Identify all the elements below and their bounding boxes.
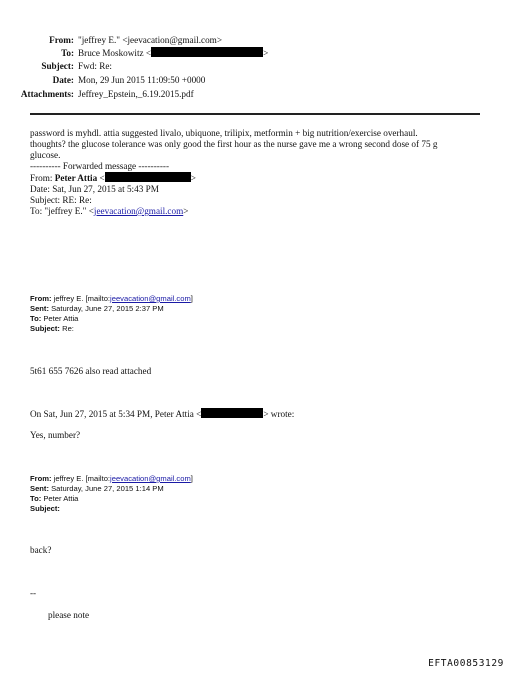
quote-attribution bbox=[30, 408, 294, 420]
msg1-from-close: ] bbox=[190, 294, 193, 303]
forwarded-subject: Subject: RE: Re: bbox=[30, 195, 92, 205]
msg2-from-close: ] bbox=[190, 474, 193, 483]
quote-text: Yes, number? bbox=[30, 430, 81, 440]
header-attachments-label: Attachments: bbox=[20, 89, 74, 99]
forwarded-from-close: > bbox=[190, 173, 196, 183]
msg2-from-label: From: bbox=[30, 474, 52, 483]
msg2-to-value: Peter Attia bbox=[41, 494, 79, 503]
redaction-box bbox=[151, 47, 263, 57]
body-line-1: password is myhdl. attia suggested livalo, ubiquone, trilipix, metformin + big nutrition/exercise overhaul. bbox=[30, 128, 418, 138]
msg2-subject bbox=[30, 504, 60, 514]
msg1-sent-label: Sent: bbox=[30, 304, 49, 313]
msg1-to-value: Peter Attia bbox=[41, 314, 79, 323]
signature-dashes: -- bbox=[30, 588, 37, 598]
header-subject-value: Fwd: Re: bbox=[78, 61, 112, 71]
msg1-to-label: To: bbox=[30, 314, 42, 323]
header-subject-label: Subject: bbox=[41, 61, 74, 71]
body-line-2: thoughts? the glucose tolerance was only good the first hour as the nurse gave me a wrong second dose of 75 g bbox=[30, 139, 438, 149]
forwarded-to bbox=[30, 206, 188, 217]
header-attachments-value[interactable]: Jeffrey_Epstein,_6.19.2015.pdf bbox=[78, 89, 194, 99]
forwarded-from-open: < bbox=[97, 173, 105, 183]
body-line-3: glucose. bbox=[30, 150, 61, 160]
header-to-value bbox=[78, 47, 268, 59]
msg1-from-value: jeffrey E. [mailto: bbox=[51, 294, 111, 303]
msg1-subject-label: Subject: bbox=[30, 324, 60, 333]
header-to-label: To: bbox=[61, 48, 74, 58]
msg1-text: 5t61 655 7626 also read attached bbox=[30, 366, 152, 376]
msg1-to bbox=[30, 314, 78, 324]
header-date-value: Mon, 29 Jun 2015 11:09:50 +0000 bbox=[78, 75, 206, 85]
header-from-value: "jeffrey E." <jeevacation@gmail.com> bbox=[78, 35, 223, 45]
header-from-label: From: bbox=[49, 35, 74, 45]
msg2-text: back? bbox=[30, 545, 52, 555]
forwarded-to-label: To: "jeffrey E." < bbox=[30, 206, 94, 216]
forwarded-from-label: From: bbox=[30, 173, 55, 183]
msg2-from-email-link[interactable]: jeevacation@gmail.com bbox=[110, 474, 191, 483]
quote-attribution-close: > wrote: bbox=[263, 409, 295, 419]
msg1-sent bbox=[30, 304, 164, 314]
header-date-label: Date: bbox=[52, 75, 74, 85]
msg1-from bbox=[30, 294, 193, 304]
forwarded-from bbox=[30, 172, 196, 184]
msg2-to-label: To: bbox=[30, 494, 42, 503]
msg2-from-value: jeffrey E. [mailto: bbox=[51, 474, 111, 483]
header-to-close: > bbox=[263, 48, 269, 58]
please-note-text: please note bbox=[48, 610, 90, 620]
quote-attribution-text: On Sat, Jun 27, 2015 at 5:34 PM, Peter Attia < bbox=[30, 409, 202, 419]
redaction-box bbox=[105, 172, 191, 182]
msg1-from-label: From: bbox=[30, 294, 52, 303]
msg2-from bbox=[30, 474, 193, 484]
msg1-subject bbox=[30, 324, 74, 334]
header-to-name: Bruce Moskowitz < bbox=[78, 48, 152, 58]
msg1-subject-value: Re: bbox=[59, 324, 74, 333]
msg2-to bbox=[30, 494, 78, 504]
msg2-sent bbox=[30, 484, 164, 494]
forwarded-to-close: > bbox=[183, 206, 189, 216]
msg2-sent-value: Saturday, June 27, 2015 1:14 PM bbox=[48, 484, 164, 493]
header-divider bbox=[30, 113, 480, 115]
forwarded-to-email-link[interactable]: jeevacation@gmail.com bbox=[93, 206, 184, 216]
redaction-box bbox=[201, 408, 263, 418]
forwarded-from-name: Peter Attia bbox=[54, 173, 98, 183]
bates-number: EFTA00853129 bbox=[428, 658, 504, 669]
msg2-subject-label: Subject: bbox=[30, 504, 60, 513]
msg2-sent-label: Sent: bbox=[30, 484, 49, 493]
forwarded-marker: ---------- Forwarded message ---------- bbox=[30, 161, 170, 171]
msg1-sent-value: Saturday, June 27, 2015 2:37 PM bbox=[48, 304, 164, 313]
forwarded-date: Date: Sat, Jun 27, 2015 at 5:43 PM bbox=[30, 184, 159, 194]
msg1-from-email-link[interactable]: jeevacation@gmail.com bbox=[110, 294, 191, 303]
